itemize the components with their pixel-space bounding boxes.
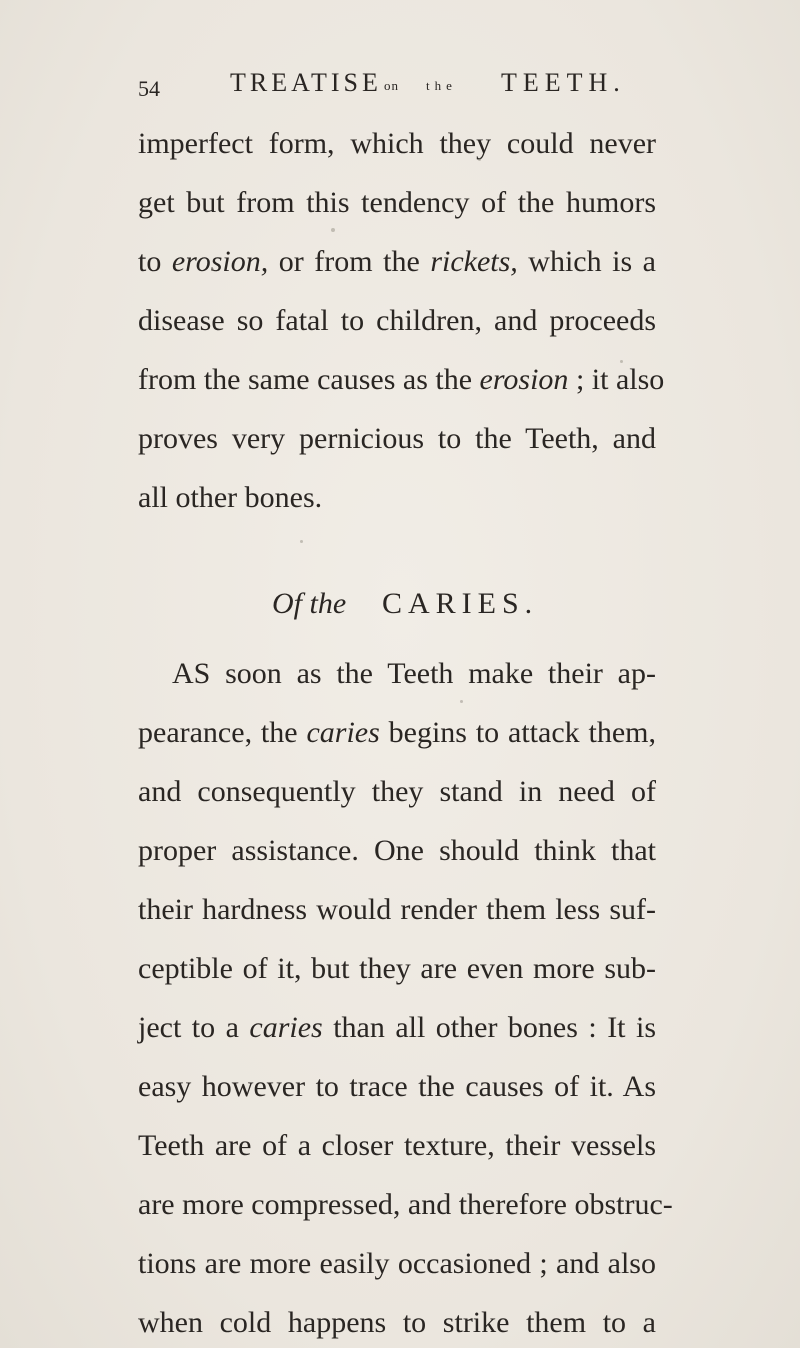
text-span: or from the (268, 245, 431, 278)
text-span: when cold happens to strike them to a (138, 1306, 656, 1339)
text-span: than all other bones : It is (322, 1011, 657, 1044)
italic-term: rickets, (430, 245, 518, 278)
text-span: begins to attack them, (379, 716, 657, 749)
text-span: to (138, 245, 172, 278)
italic-term: erosion (479, 363, 569, 396)
paper-speck (478, 158, 481, 161)
paper-speck (211, 268, 214, 271)
text-span: disease so fatal to children, and proceeds (138, 304, 656, 337)
text-span: Teeth are of a closer texture, their vessels (138, 1129, 656, 1162)
text-line (138, 360, 665, 400)
italic-term: erosion, (171, 245, 269, 278)
text-span: which is a (517, 245, 656, 278)
text-line (138, 831, 656, 871)
running-head (138, 68, 658, 108)
text-span: their hardness would render them less suf- (138, 893, 656, 926)
text-line (172, 654, 656, 694)
paper-speck (620, 360, 623, 363)
running-head-word-treatise: TREATISE (230, 68, 382, 97)
text-line (138, 1244, 656, 1284)
text-span: ject to a (138, 1011, 250, 1044)
text-span: are more compressed, and therefore obstruc- (138, 1188, 673, 1221)
text-span: pearance, the (138, 716, 307, 749)
text-span: proper assistance. One should think that (138, 834, 656, 867)
text-span: imperfect form, which they could never (138, 127, 656, 160)
running-head-word-teeth: TEETH. (501, 68, 626, 97)
text-line (138, 713, 656, 753)
text-span: and consequently they stand in need of (138, 775, 656, 808)
paper-speck (331, 228, 335, 232)
text-span: ; it also (568, 363, 665, 396)
text-line (138, 1067, 656, 1107)
text-line (138, 1185, 673, 1225)
text-line (138, 772, 656, 812)
paper-speck (460, 700, 463, 703)
text-line (138, 242, 656, 282)
heading-word: CARIES. (382, 587, 539, 620)
paper-speck (300, 540, 303, 543)
text-span: get but from this tendency of the humors (138, 186, 656, 219)
page-number: 54 (138, 76, 160, 101)
text-line (138, 1303, 656, 1343)
text-line (138, 890, 656, 930)
text-span: ceptible of it, but they are even more sub- (138, 952, 656, 985)
text-line (138, 419, 656, 459)
text-span: proves very pernicious to the Teeth, and (138, 422, 656, 455)
heading-prefix: Of the (272, 587, 347, 620)
text-span: AS soon as the Teeth make their ap- (172, 657, 656, 690)
text-line (138, 183, 656, 223)
text-span: tions are more easily occasioned ; and also (138, 1247, 656, 1280)
text-line (138, 1008, 656, 1048)
text-line (138, 478, 656, 518)
section-heading (0, 584, 800, 624)
text-line (138, 949, 656, 989)
text-span: from the same causes as the (138, 363, 480, 396)
text-line (138, 124, 656, 164)
running-head-word-on: on (384, 78, 399, 93)
running-head-word-the: the (426, 78, 457, 93)
italic-term: caries (306, 716, 380, 749)
italic-term: caries (249, 1011, 323, 1044)
text-span: easy however to trace the causes of it. As (138, 1070, 656, 1103)
text-line (138, 1126, 656, 1166)
text-span: all other bones. (138, 481, 323, 514)
text-line (138, 301, 656, 341)
